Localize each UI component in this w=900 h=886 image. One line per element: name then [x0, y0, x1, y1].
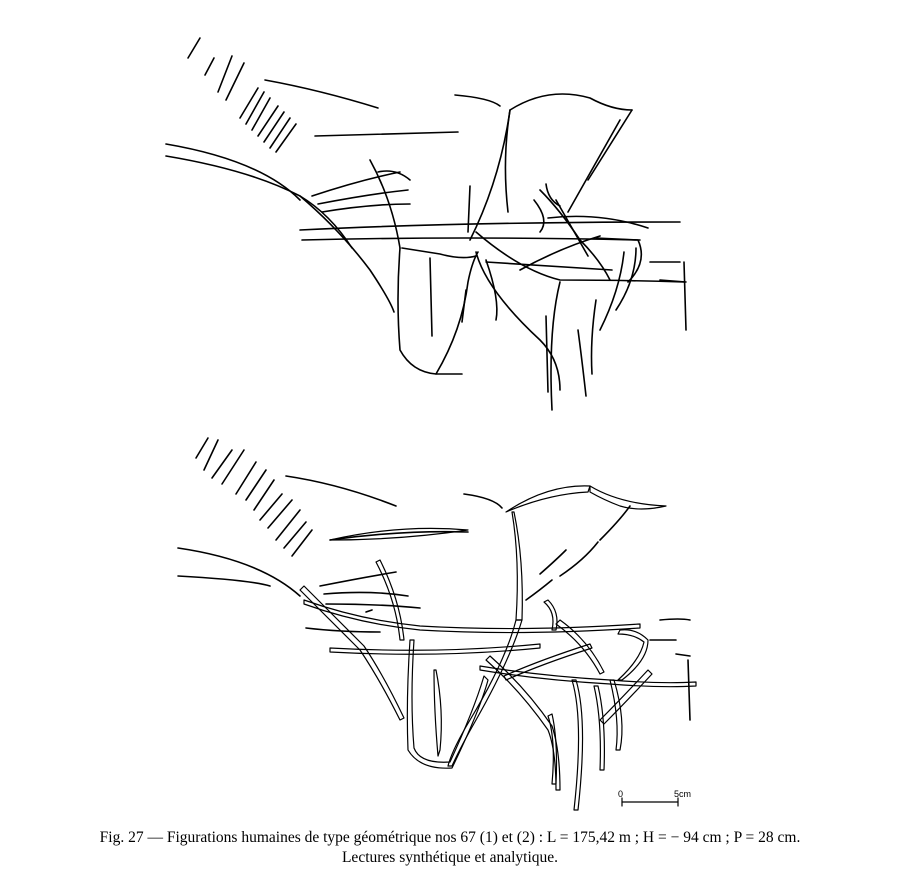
analytic-loose-strokes [306, 506, 690, 720]
scale-bar-end-label: 5cm [674, 789, 692, 799]
synthetic-reading-drawing [166, 38, 686, 410]
analytic-double-strokes [300, 486, 696, 810]
analytic-reading-drawing [178, 438, 502, 596]
caption-line-1: Fig. 27 — Figurations humaines de type géométrique nos 67 (1) et (2) : L = 175,42 m ; H = − 94 cm ; P = 28 cm. [99, 829, 801, 846]
scale-bar-start-label: 0 [618, 789, 624, 799]
caption-line-2: Lectures synthétique et analytique. [341, 849, 559, 866]
figure-caption [0, 828, 900, 868]
scale-bar [618, 789, 691, 806]
